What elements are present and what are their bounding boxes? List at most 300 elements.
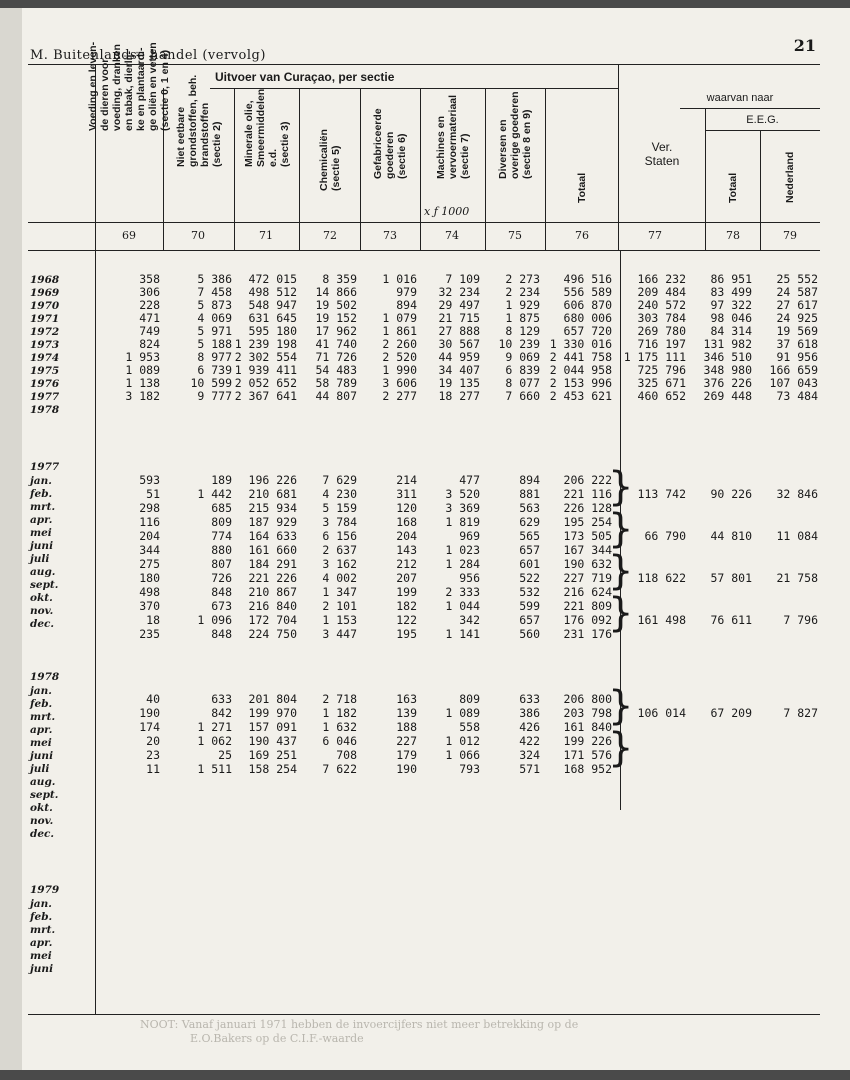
table-cell: 386 — [519, 706, 540, 720]
table-cell: 73 484 — [776, 389, 818, 403]
table-cell: 657 — [519, 613, 540, 627]
table-cell: 471 — [139, 311, 160, 325]
row-label-month: okt. — [30, 802, 53, 814]
row-label-month: jan. — [30, 898, 52, 910]
table-cell: 3 162 — [322, 557, 357, 571]
table-cell: 190 — [139, 706, 160, 720]
table-cell: 19 152 — [315, 311, 357, 325]
table-cell: 1 066 — [445, 748, 480, 762]
row-label-month: feb. — [30, 488, 53, 500]
table-cell: 749 — [139, 324, 160, 338]
table-cell: 51 — [146, 487, 160, 501]
table-cell: 2 718 — [322, 692, 357, 706]
section-title: M. Buitenlandse handel (vervolg) — [30, 48, 266, 63]
table-cell: 1 089 — [445, 706, 480, 720]
table-cell: 10 239 — [498, 337, 540, 351]
table-cell: 8 359 — [322, 272, 357, 286]
table-cell: 188 — [396, 720, 417, 734]
table-cell: 563 — [519, 501, 540, 515]
table-cell: 66 790 — [644, 529, 686, 543]
column-header-73 — [362, 76, 418, 221]
table-cell: 14 866 — [315, 285, 357, 299]
table-cell: 9 069 — [505, 350, 540, 364]
page-number: 21 — [793, 36, 816, 55]
table-cell: 1 016 — [382, 272, 417, 286]
table-cell: 1 875 — [505, 311, 540, 325]
table-cell: 214 — [396, 473, 417, 487]
table-cell: 179 — [396, 748, 417, 762]
table-cell: 4 002 — [322, 571, 357, 585]
table-cell: 226 128 — [563, 501, 612, 515]
table-cell: 633 — [211, 692, 232, 706]
table-cell: 41 740 — [315, 337, 357, 351]
row-label-year: 1978 — [30, 404, 60, 416]
table-cell: 593 — [139, 473, 160, 487]
table-cell: 107 043 — [769, 376, 818, 390]
table-cell: 3 369 — [445, 501, 480, 515]
column-header-70 — [165, 76, 233, 221]
table-cell: 204 — [396, 529, 417, 543]
table-cell: 269 780 — [637, 324, 686, 338]
quarter-brace: } — [608, 464, 634, 510]
table-cell: 848 — [211, 585, 232, 599]
table-cell: 2 260 — [382, 337, 417, 351]
table-cell: 560 — [519, 627, 540, 641]
table-cell: 1 990 — [382, 363, 417, 377]
column-header-78 — [707, 138, 759, 221]
table-cell: 231 176 — [563, 627, 612, 641]
table-cell: 2 273 — [505, 272, 540, 286]
table-cell: 166 659 — [769, 363, 818, 377]
table-cell: 86 951 — [710, 272, 752, 286]
table-cell: 809 — [459, 692, 480, 706]
column-header-label: Nederland — [784, 151, 796, 203]
column-number: 73 — [383, 229, 397, 242]
table-cell: 206 222 — [563, 473, 612, 487]
table-cell: 824 — [139, 337, 160, 351]
table-cell: 168 — [396, 515, 417, 529]
table-cell: 57 801 — [710, 571, 752, 585]
row-label-month: juni — [30, 750, 54, 762]
table-cell: 21 758 — [776, 571, 818, 585]
table-cell: 548 947 — [248, 298, 297, 312]
table-cell: 5 971 — [197, 324, 232, 338]
column-header-79 — [762, 138, 818, 221]
table-cell: 1 141 — [445, 627, 480, 641]
column-number: 77 — [648, 229, 662, 242]
table-cell: 54 483 — [315, 363, 357, 377]
table-cell: 228 — [139, 298, 160, 312]
table-cell: 809 — [211, 515, 232, 529]
row-label-year: 1979 — [30, 884, 60, 896]
row-label-month: sept. — [30, 789, 59, 801]
table-cell: 716 197 — [637, 337, 686, 351]
table-cell: 680 006 — [563, 311, 612, 325]
table-cell: 25 — [218, 748, 232, 762]
table-cell: 426 — [519, 720, 540, 734]
table-cell: 97 322 — [710, 298, 752, 312]
table-cell: 196 226 — [248, 473, 297, 487]
table-cell: 708 — [336, 748, 357, 762]
row-label-month: mei — [30, 527, 52, 539]
table-cell: 83 499 — [710, 285, 752, 299]
table-cell: 325 671 — [637, 376, 686, 390]
column-number: 76 — [575, 229, 589, 242]
table-cell: 58 789 — [315, 376, 357, 390]
table-cell: 657 — [519, 543, 540, 557]
table-cell: 1 442 — [197, 487, 232, 501]
column-header-label: Chemicaliën (sectie 5) — [318, 129, 342, 191]
table-cell: 311 — [396, 487, 417, 501]
table-cell: 2 052 652 — [234, 376, 297, 390]
table-cell: 460 652 — [637, 389, 686, 403]
table-cell: 32 846 — [776, 487, 818, 501]
table-cell: 1 861 — [382, 324, 417, 338]
table-cell: 90 226 — [710, 487, 752, 501]
row-label-month: okt. — [30, 592, 53, 604]
table-cell: 2 101 — [322, 599, 357, 613]
table-cell: 157 091 — [248, 720, 297, 734]
table-cell: 180 — [139, 571, 160, 585]
table-cell: 3 520 — [445, 487, 480, 501]
unit-label: x ƒ 1000 — [424, 205, 470, 218]
table-cell: 1 044 — [445, 599, 480, 613]
table-cell: 496 516 — [563, 272, 612, 286]
table-cell: 7 827 — [783, 706, 818, 720]
row-label-year: 1977 — [30, 391, 60, 403]
table-cell: 21 715 — [438, 311, 480, 325]
table-cell: 1 239 198 — [234, 337, 297, 351]
column-number: 79 — [783, 229, 797, 242]
table-cell: 807 — [211, 557, 232, 571]
table-cell: 2 153 996 — [549, 376, 612, 390]
table-cell: 190 437 — [248, 734, 297, 748]
table-cell: 422 — [519, 734, 540, 748]
table-cell: 201 804 — [248, 692, 297, 706]
table-cell: 2 637 — [322, 543, 357, 557]
table-cell: 24 925 — [776, 311, 818, 325]
facing-page-edge — [0, 8, 22, 1070]
quarter-brace: } — [608, 683, 634, 729]
table-cell: 4 230 — [322, 487, 357, 501]
column-header-71 — [236, 76, 298, 221]
subgroup-rule — [680, 108, 820, 109]
table-cell: 5 188 — [197, 337, 232, 351]
table-cell: 1 182 — [322, 706, 357, 720]
colnum-bottom-rule — [28, 250, 820, 251]
table-cell: 216 840 — [248, 599, 297, 613]
table-cell: 498 512 — [248, 285, 297, 299]
table-cell: 348 980 — [703, 363, 752, 377]
table-cell: 199 — [396, 585, 417, 599]
column-header-label: Machines en vervoermateriaal (sectie 7) — [435, 94, 471, 179]
table-cell: 306 — [139, 285, 160, 299]
table-cell: 1 079 — [382, 311, 417, 325]
table-cell: 210 867 — [248, 585, 297, 599]
table-cell: 10 599 — [190, 376, 232, 390]
row-label-month: mrt. — [30, 711, 56, 723]
table-cell: 24 587 — [776, 285, 818, 299]
table-cell: 370 — [139, 599, 160, 613]
column-number: 78 — [726, 229, 740, 242]
table-cell: 174 — [139, 720, 160, 734]
row-label-month: dec. — [30, 618, 55, 630]
table-cell: 7 629 — [322, 473, 357, 487]
table-cell: 240 572 — [637, 298, 686, 312]
table-cell: 303 784 — [637, 311, 686, 325]
table-cell: 1 153 — [322, 613, 357, 627]
row-label-month: mei — [30, 737, 52, 749]
table-cell: 169 251 — [248, 748, 297, 762]
table-cell: 344 — [139, 543, 160, 557]
table-cell: 2 520 — [382, 350, 417, 364]
table-cell: 298 — [139, 501, 160, 515]
table-cell: 7 796 — [783, 613, 818, 627]
table-cell: 221 116 — [563, 487, 612, 501]
table-cell: 143 — [396, 543, 417, 557]
table-cell: 979 — [396, 285, 417, 299]
table-cell: 176 092 — [563, 613, 612, 627]
table-cell: 166 232 — [637, 272, 686, 286]
table-cell: 190 632 — [563, 557, 612, 571]
table-cell: 556 589 — [563, 285, 612, 299]
table-cell: 477 — [459, 473, 480, 487]
table-cell: 118 622 — [637, 571, 686, 585]
row-label-month: mei — [30, 950, 52, 962]
column-number: 75 — [508, 229, 522, 242]
table-cell: 969 — [459, 529, 480, 543]
table-cell: 595 180 — [248, 324, 297, 338]
table-cell: 3 447 — [322, 627, 357, 641]
header-bottom-rule — [28, 222, 820, 223]
table-bottom-rule — [28, 1014, 820, 1015]
column-number: 72 — [323, 229, 337, 242]
table-cell: 25 552 — [776, 272, 818, 286]
table-cell: 1 089 — [125, 363, 160, 377]
table-cell: 203 798 — [563, 706, 612, 720]
column-header-76 — [548, 76, 616, 221]
table-cell: 235 — [139, 627, 160, 641]
table-cell: 793 — [459, 762, 480, 776]
row-label-month: jan. — [30, 685, 52, 697]
table-cell: 7 109 — [445, 272, 480, 286]
group-title: Uitvoer van Curaçao, per sectie — [215, 70, 395, 84]
quarter-brace: } — [608, 725, 634, 771]
table-cell: 17 962 — [315, 324, 357, 338]
row-label-year: 1973 — [30, 339, 60, 351]
table-cell: 3 182 — [125, 389, 160, 403]
table-cell: 207 — [396, 571, 417, 585]
col-rule — [485, 88, 486, 250]
quarter-brace: } — [608, 590, 634, 636]
row-label-year: 1968 — [30, 274, 60, 286]
table-cell: 199 970 — [248, 706, 297, 720]
table-cell: 2 044 958 — [549, 363, 612, 377]
table-cell: 182 — [396, 599, 417, 613]
table-cell: 167 344 — [563, 543, 612, 557]
table-cell: 195 — [396, 627, 417, 641]
table-cell: 158 254 — [248, 762, 297, 776]
table-cell: 565 — [519, 529, 540, 543]
table-cell: 187 929 — [248, 515, 297, 529]
column-header-label: Totaal — [576, 172, 588, 203]
table-cell: 601 — [519, 557, 540, 571]
table-cell: 20 — [146, 734, 160, 748]
table-cell: 204 — [139, 529, 160, 543]
table-cell: 1 271 — [197, 720, 232, 734]
table-cell: 212 — [396, 557, 417, 571]
table-cell: 19 135 — [438, 376, 480, 390]
table-cell: 358 — [139, 272, 160, 286]
table-cell: 2 441 758 — [549, 350, 612, 364]
col-rule — [760, 130, 761, 250]
table-cell: 5 386 — [197, 272, 232, 286]
table-cell: 84 314 — [710, 324, 752, 338]
table-cell: 956 — [459, 571, 480, 585]
row-label-month: nov. — [30, 605, 54, 617]
table-cell: 2 277 — [382, 389, 417, 403]
table-cell: 171 576 — [563, 748, 612, 762]
column-header-label: Minerale olie, Smeermiddelen e.d. (sectie 3) — [243, 88, 291, 167]
col-rule — [360, 88, 361, 250]
table-cell: 571 — [519, 762, 540, 776]
table-cell: 6 839 — [505, 363, 540, 377]
table-cell: 633 — [519, 692, 540, 706]
table-cell: 346 510 — [703, 350, 752, 364]
col-rule — [618, 64, 619, 250]
table-cell: 9 777 — [197, 389, 232, 403]
table-cell: 2 453 621 — [549, 389, 612, 403]
col-rule — [545, 88, 546, 250]
table-cell: 227 719 — [563, 571, 612, 585]
table-cell: 7 622 — [322, 762, 357, 776]
table-cell: 206 800 — [563, 692, 612, 706]
table-cell: 842 — [211, 706, 232, 720]
table-cell: 2 367 641 — [234, 389, 297, 403]
table-cell: 23 — [146, 748, 160, 762]
table-cell: 1 819 — [445, 515, 480, 529]
table-cell: 726 — [211, 571, 232, 585]
row-label-month: aug. — [30, 566, 56, 578]
table-cell: 4 069 — [197, 311, 232, 325]
row-label-year: 1971 — [30, 313, 60, 325]
table-cell: 657 720 — [563, 324, 612, 338]
row-label-month: jan. — [30, 475, 52, 487]
table-cell: 1 330 016 — [549, 337, 612, 351]
table-cell: 131 982 — [703, 337, 752, 351]
table-cell: 1 511 — [197, 762, 232, 776]
table-cell: 6 739 — [197, 363, 232, 377]
bleed-through-text: NOOT: Vanaf januari 1971 hebben de invoercijfers niet meer betrekking op de — [140, 1018, 579, 1031]
table-cell: 629 — [519, 515, 540, 529]
table-cell: 168 952 — [563, 762, 612, 776]
table-cell: 173 505 — [563, 529, 612, 543]
table-cell: 29 497 — [438, 298, 480, 312]
row-label-month: feb. — [30, 911, 53, 923]
table-cell: 498 — [139, 585, 160, 599]
table-cell: 1 939 411 — [234, 363, 297, 377]
table-cell: 1 096 — [197, 613, 232, 627]
table-cell: 1 953 — [125, 350, 160, 364]
table-cell: 894 — [396, 298, 417, 312]
row-label-year: 1969 — [30, 287, 60, 299]
table-cell: 32 234 — [438, 285, 480, 299]
row-label-year: 1972 — [30, 326, 60, 338]
table-cell: 774 — [211, 529, 232, 543]
table-cell: 106 014 — [637, 706, 686, 720]
column-header-74 — [422, 76, 484, 221]
row-label-month: juli — [30, 763, 50, 775]
table-cell: 894 — [519, 473, 540, 487]
column-header-label: Voeding en leven- de dieren voor voeding, dranken en tabak, dierlij- ke en plantaardi- ge oliën en vetten (sectie 0, 1 en 4) — [87, 41, 171, 131]
row-label-month: apr. — [30, 937, 53, 949]
row-label-month: aug. — [30, 776, 56, 788]
table-cell: 122 — [396, 613, 417, 627]
right-group-title: waarvan naar — [706, 92, 774, 104]
table-cell: 30 567 — [438, 337, 480, 351]
table-cell: 44 959 — [438, 350, 480, 364]
table-cell: 2 302 554 — [234, 350, 297, 364]
row-label-month: apr. — [30, 514, 53, 526]
row-label-month: feb. — [30, 698, 53, 710]
row-label-year: 1970 — [30, 300, 60, 312]
table-cell: 71 726 — [315, 350, 357, 364]
col-rule — [234, 88, 235, 250]
table-cell: 161 840 — [563, 720, 612, 734]
table-cell: 8 977 — [197, 350, 232, 364]
table-cell: 190 — [396, 762, 417, 776]
column-header-72 — [301, 76, 359, 221]
table-cell: 139 — [396, 706, 417, 720]
table-cell: 19 569 — [776, 324, 818, 338]
table-cell: 224 750 — [248, 627, 297, 641]
quarter-brace: } — [608, 548, 634, 594]
table-cell: 725 796 — [637, 363, 686, 377]
row-label-year: 1976 — [30, 378, 60, 390]
column-number: 74 — [445, 229, 459, 242]
table-cell: 209 484 — [637, 285, 686, 299]
table-cell: 184 291 — [248, 557, 297, 571]
table-cell: 91 956 — [776, 350, 818, 364]
table-cell: 11 — [146, 762, 160, 776]
table-cell: 161 498 — [637, 613, 686, 627]
table-cell: 189 — [211, 473, 232, 487]
table-cell: 558 — [459, 720, 480, 734]
table-cell: 221 226 — [248, 571, 297, 585]
table-cell: 195 254 — [563, 515, 612, 529]
row-label-month: dec. — [30, 828, 55, 840]
column-header-77: Ver. Staten — [644, 140, 680, 168]
table-cell: 324 — [519, 748, 540, 762]
table-cell: 269 448 — [703, 389, 752, 403]
table-cell: 120 — [396, 501, 417, 515]
table-cell: 98 046 — [710, 311, 752, 325]
table-cell: 19 502 — [315, 298, 357, 312]
table-cell: 3 784 — [322, 515, 357, 529]
bleed-through-text: E.O.Bakers op de C.I.F.-waarde — [190, 1032, 364, 1045]
table-cell: 6 046 — [322, 734, 357, 748]
table-cell: 1 175 111 — [623, 350, 686, 364]
table-cell: 275 — [139, 557, 160, 571]
table-cell: 227 — [396, 734, 417, 748]
table-cell: 37 618 — [776, 337, 818, 351]
eeg-title: E.E.G. — [746, 114, 779, 126]
column-number: 70 — [191, 229, 205, 242]
table-cell: 116 — [139, 515, 160, 529]
table-cell: 1 284 — [445, 557, 480, 571]
table-cell: 210 681 — [248, 487, 297, 501]
table-cell: 532 — [519, 585, 540, 599]
